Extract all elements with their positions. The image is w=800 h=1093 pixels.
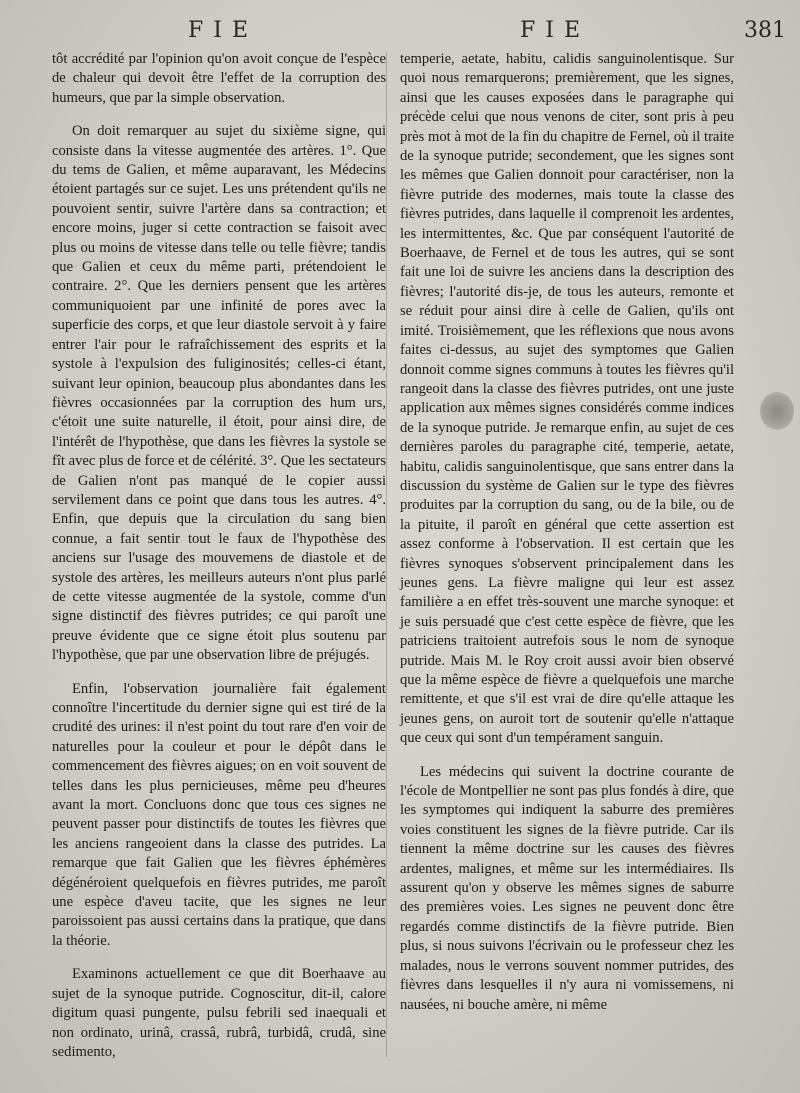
paragraph: On doit remarquer au sujet du sixième signe, qui consiste dans la vitesse augmentée des artères. 1°. Que du tems de Galien, et même auparavant, les Médecins étoient partagés sur ce sujet. Les uns prétendent qu'ils ne pouvoient sentir, suivre l'artère dans sa contraction; et encore moins, juger si cette contraction se faisoit avec plus ou moins de vitesse dans telle ou telle fièvre; tandis que Galien et ceux du même parti, prétendoient le contraire. 2°. Que les derniers pensent que les artères communiquoient par une infinité de pores avec la superficie des corps, et que leur diastole servoit à y faire entrer l'air pour le rafraîchissement des esprits et la systole à l'expulsion des fuliginosités; celles-ci étant, suivant leur opinion, beaucoup plus abondantes dans les fièvres occasionnées par la corruption des hum urs, c'étoit une suite naturelle, il étoit, pour ainsi dire, de l'intérêt de l'hypothèse, que dans les fièvres la systole se fît avec plus de force et de célérité. 3°. Que les sectateurs de Galien n'ont pas manqué de le copier aussi servilement dans ce point que dans tous les autres. 4°. Enfin, que depuis que la circulation du sang bien connue, a fait sentir tout le faux de l'hypothèse des anciens sur l'usage des mouvemens de diastole et de systole des artères, les meilleurs auteurs n'ont plus parlé de cette vitesse augmentée de la systole, comme d'un signe distinctif des fièvres putrides; ce qui paroît une preuve évidente que ce signe étoit plus soutenu par l'hypothèse, que par une observation libre de préjugés. <box>52 123 386 664</box>
paragraph-continued: temperie, aetate, habitu, calidis sanguinolentisque. Sur quoi nous remarquerons; premièrement, que les signes, ainsi que les causes exposées dans le paragraphe qui précède celui que nous venons de citer, sont pris à peu près mot à mot de la fin du chapitre de Fernel, où il traite de la synoque putride; secondement, que les signes sont les mêmes que Galien donnoit pour caractériser, non la fièvre putride des modernes, mais toute la classe des fièvres putrides, dans laquelle il comprenoit les ardentes, les intermittentes, &c. Que par conséquent l'autorité de Boerhaave, de Fernel et de tous les autres, qui se sont fait une loi de suivre les anciens dans la description des fièvres; l'autorité dis-je, de tous les auteurs, remonte et se réduit pour ainsi dire à celle de Galien, qu'ils ont imité. Troisièmement, que les réflexions que nous avons faites ci-dessus, au sujet des symptomes que Galien donnoit comme signes communs à toutes les fièvres qu'il rangeoit dans la classe des fièvres putrides, ont une juste application aux mêmes signes considérés comme indices de la synoque putride. Je remarque enfin, au sujet de ces dernières paroles du paragraphe cité, temperie, aetate, habitu, calidis sanguinolentisque, que sans entrer dans la discussion du système de Galien sur le type des fièvres produites par la corruption du sang, ou de la bile, ou de la pituite, il paroît en général que cette assertion est assez conforme à l'observation. Il est certain que les fièvres synoques s'observent principalement dans les jeunes gens. La fièvre maligne qui leur est assez familière a en effet très-souvent une marche synoque: et je suis persuadé que c'est cette espèce de fièvre, que les patriciens traitoient autrefois sous le nom de synoque putride. Mais M. le Roy croit aussi avoir bien observé que la même espèce de fièvre a quelquefois une marche remittente, et que s'il est vrai de dire qu'elle attaque les jeunes gens, on auroit tort de soutenir qu'elle n'attaque que ceux qui sont d'un tempérament sanguin. <box>400 51 734 747</box>
running-head-right: FIE <box>520 18 591 43</box>
running-head-left: FIE <box>188 18 259 43</box>
paragraph: Examinons actuellement ce que dit Boerhaave au sujet de la synoque putride. Cognoscitur, dit-il, calore digitum quasi pungente, pulsu febrili sed inaequali et non ordinato, urinâ, crassâ, rubrâ, turbidâ, crudâ, sine sedimento, <box>52 966 386 1060</box>
column-divider <box>386 52 387 1057</box>
right-column <box>400 50 734 1015</box>
paper-stain <box>760 392 794 430</box>
page-number: 381 <box>744 18 786 43</box>
paragraph: Enfin, l'observation journalière fait également connoître l'incertitude du dernier signe qui est tiré de la crudité des urines: il n'est point du tout rare d'en voir de naturelles pour la couleur et pour le dépôt dans le commencement des fièvres aigues; on en voit souvent de telles dans les plus pernicieuses, même peu d'heures avant la mort. Concluons donc que tous ces signes ne peuvent passer pour distinctifs de toutes les fièvres que les anciens rangeoient dans la classe des putrides. La remarque que fait Galien que les fièvres éphémères dégénéroient quelquefois en fièvres putrides, me paroît une espèce d'aveu tacite, que les signes ne leur paroissoient pas aussi certains dans la pratique, que dans la théorie. <box>52 680 386 949</box>
paragraph-continued: tôt accrédité par l'opinion qu'on avoit conçue de l'espèce de chaleur qui devoit être l'effet de la corruption des humeurs, que par la simple observation. <box>52 51 386 106</box>
left-column <box>52 50 386 1062</box>
paragraph: Les médecins qui suivent la doctrine courante de l'école de Montpellier ne sont pas plus fondés à dire, que les symptomes qui indiquent la saburre des premières voies constituent les signes de la fièvre putride. Car ils tiennent la même doctrine sur les causes des fièvres ardentes, malignes, et même sur les intermédiaires. Ils assurent qu'on y observe les mêmes signes de saburre des premières voies. Les signes ne peuvent donc être regardés comme distinctifs de la fièvre putride. Bien plus, si nous suivons l'écrivain ou le professeur chez les malades, nous le verrons souvent nommer putrides, des fièvres dans lesquelles il n'y aura ni vomissemens, ni nausées, ni bouche amère, ni même <box>400 763 734 1013</box>
